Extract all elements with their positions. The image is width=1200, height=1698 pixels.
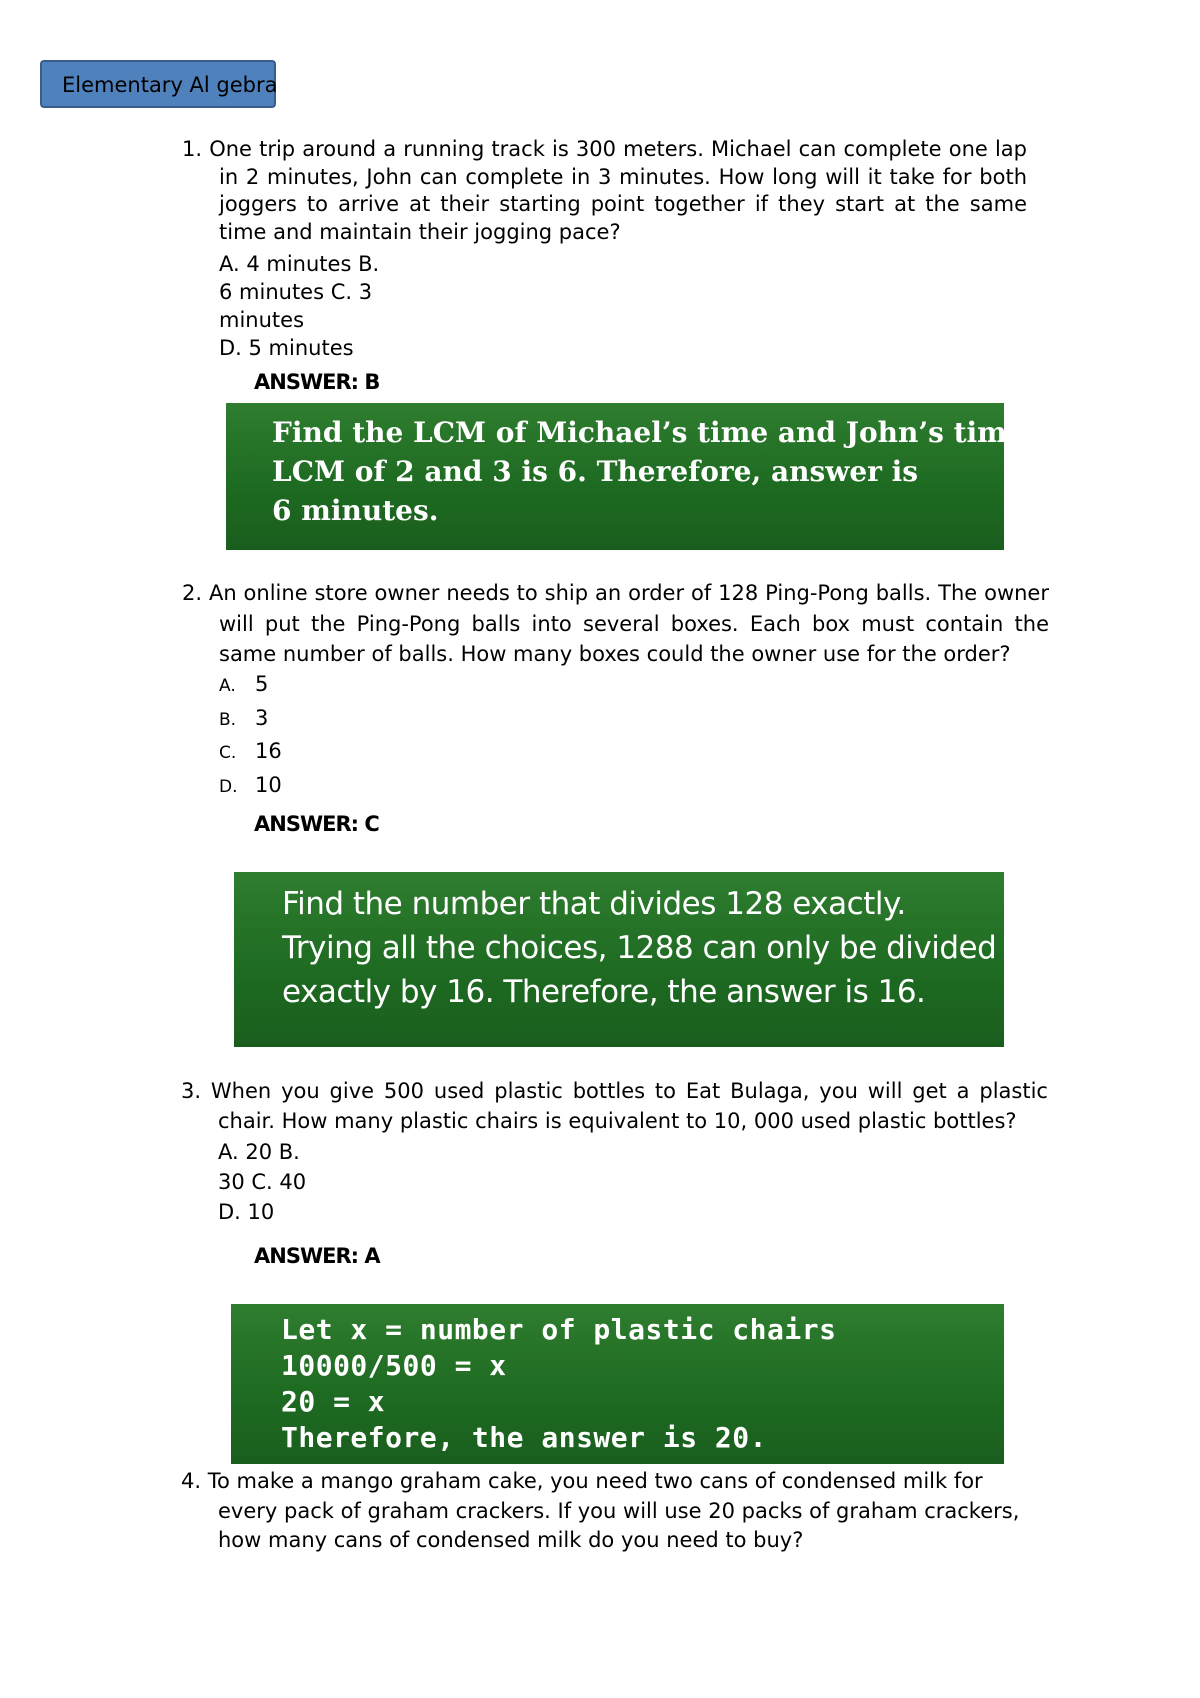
answer-label: ANSWER: C — [254, 812, 379, 836]
solution-line: Find the number that divides 128 exactly. — [282, 886, 906, 922]
question-2 — [182, 578, 1049, 670]
choice-value: 5 — [255, 672, 269, 696]
choice-line: minutes — [219, 308, 305, 332]
question-text: When you give 500 used plastic bottles to Eat Bulaga, you will get a plastic chair. How many plastic chairs is equivalent to 10, 000 used plastic bottles? — [210, 1079, 1048, 1133]
question-text: To make a mango graham cake, you need two cans of condensed milk for every pack of graham crackers. If you will use 20 packs of graham crackers, how many cans of condensed milk do you need to buy? — [207, 1469, 1020, 1552]
choice-line — [219, 669, 282, 703]
solution-line: 20 = x — [281, 1385, 386, 1418]
choice-line — [219, 736, 282, 770]
solution-line: Find the LCM of Michael’s time and John’s time. — [272, 416, 1035, 449]
choice-line: 30 C. 40 — [218, 1170, 307, 1194]
choice-line: 6 minutes C. 3 — [219, 280, 373, 304]
question-number: 1. — [182, 137, 203, 161]
choice-value: 16 — [255, 739, 282, 763]
question-number: 3. — [181, 1079, 202, 1103]
choice-letter: C. — [219, 743, 237, 763]
question-2-choices — [219, 669, 282, 803]
document-title: Elementary Al gebra — [62, 73, 278, 97]
solution-line: 6 minutes. — [272, 494, 439, 527]
choice-value: 3 — [255, 705, 269, 730]
solution-line: Therefore, the answer is 20. — [281, 1421, 768, 1454]
choice-letter: B. — [219, 709, 237, 730]
title-box — [40, 60, 276, 108]
answer-label: ANSWER: A — [254, 1244, 380, 1268]
question-number: 4. — [181, 1469, 202, 1493]
solution-line: Let x = number of plastic chairs — [281, 1313, 837, 1346]
choice-line — [219, 770, 282, 804]
answer-label: ANSWER: B — [254, 370, 380, 394]
question-1-choices — [219, 250, 379, 362]
choice-line: A. 20 B. — [218, 1140, 300, 1164]
choice-line: D. 10 — [218, 1200, 275, 1224]
solution-line: Trying all the choices, 1288 can only be divided — [282, 930, 997, 966]
solution-line: exactly by 16. Therefore, the answer is 16. — [282, 974, 926, 1010]
question-3 — [181, 1077, 1048, 1136]
choice-line: A. 4 minutes B. — [219, 252, 380, 276]
solution-box — [234, 872, 1004, 1047]
choice-letter: D. — [219, 776, 238, 797]
question-1 — [182, 136, 1027, 246]
choice-letter: A. — [219, 676, 236, 696]
choice-value: 10 — [255, 772, 282, 797]
solution-line: LCM of 2 and 3 is 6. Therefore, answer is — [272, 455, 919, 488]
question-number: 2. — [182, 581, 203, 605]
question-3-choices — [218, 1137, 306, 1227]
question-text: An online store owner needs to ship an order of 128 Ping-Pong balls. The owner will put the Ping-Pong balls into several boxes. Each box must contain the same number of balls. How many boxes could the owner use for the order? — [208, 581, 1049, 666]
solution-box — [226, 403, 1035, 550]
choice-line — [219, 703, 282, 737]
choice-line: D. 5 minutes — [219, 336, 354, 360]
solution-line: 10000/500 = x — [281, 1349, 507, 1382]
question-text: One trip around a running track is 300 meters. Michael can complete one lap in 2 minutes, John can complete in 3 minutes. How long will it take for both joggers to arrive at their starting point together if they start at the same time and maintain their jogging pace? — [209, 137, 1027, 244]
question-4 — [181, 1467, 1048, 1556]
solution-box — [231, 1304, 1004, 1464]
